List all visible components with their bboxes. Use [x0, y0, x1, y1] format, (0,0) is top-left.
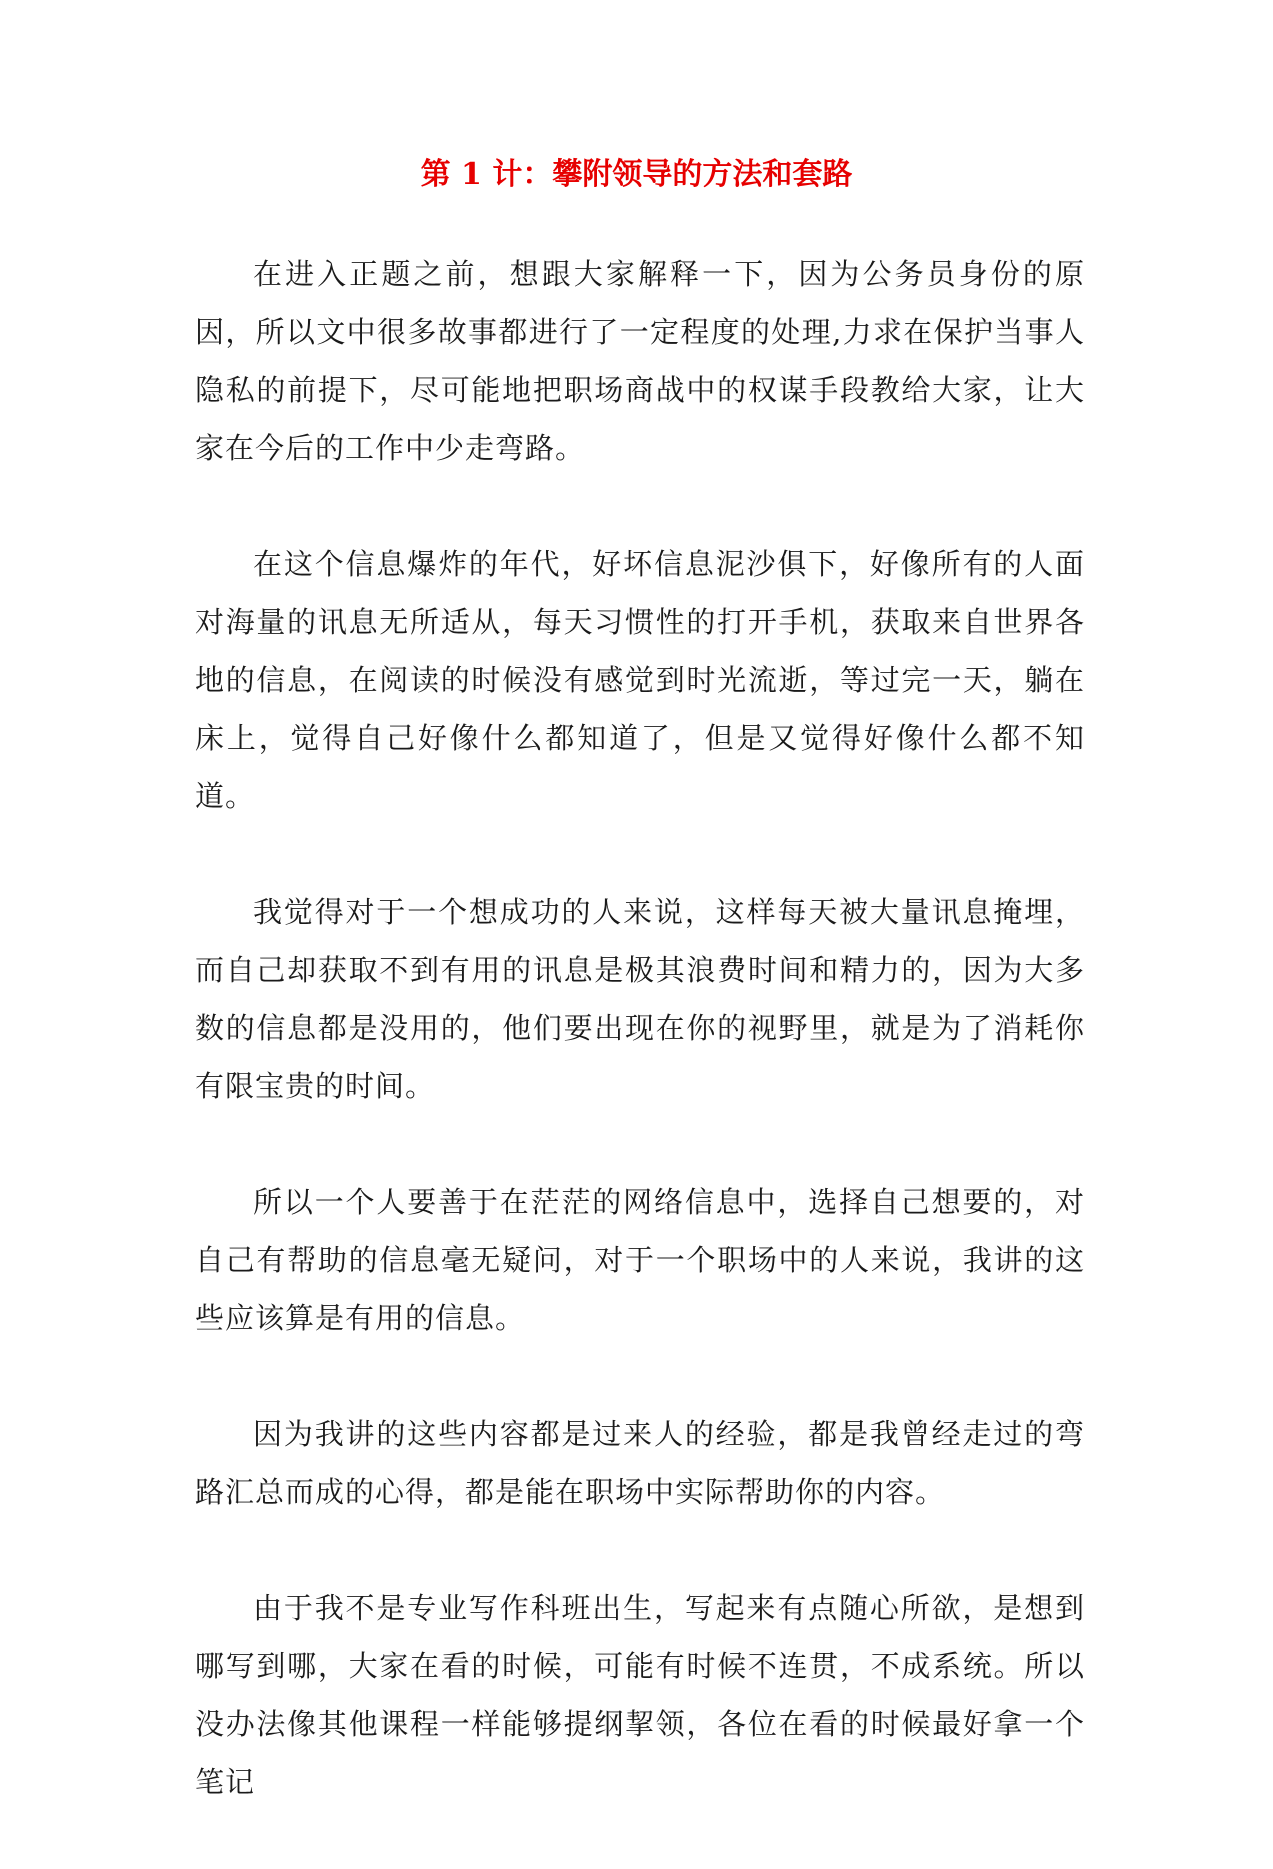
document-body — [195, 245, 1085, 1869]
paragraph: 在进入正题之前，想跟大家解释一下，因为公务员身份的原因，所以文中很多故事都进行了一定程度的处理,力求在保护当事人隐私的前提下，尽可能地把职场商战中的权谋手段教给大家，让大家在今后的工作中少走弯路。 — [195, 257, 1085, 465]
paragraph: 我觉得对于一个想成功的人来说，这样每天被大量讯息掩埋，而自己却获取不到有用的讯息是极其浪费时间和精力的，因为大多数的信息都是没用的，他们要出现在你的视野里，就是为了消耗你有限宝贵的时间。 — [195, 895, 1085, 1103]
paragraph: 由于我不是专业写作科班出生，写起来有点随心所欲，是想到哪写到哪，大家在看的时候，可能有时候不连贯，不成系统。所以没办法像其他课程一样能够提纲挈领，各位在看的时候最好拿一个笔记 — [195, 1591, 1085, 1799]
page-title: 第 1 计：攀附领导的方法和套路 — [420, 157, 853, 192]
paragraph: 在这个信息爆炸的年代，好坏信息泥沙俱下，好像所有的人面对海量的讯息无所适从，每天习惯性的打开手机，获取来自世界各地的信息，在阅读的时候没有感觉到时光流逝，等过完一天，躺在床上，觉得自己好像什么都知道了，但是又觉得好像什么都不知道。 — [195, 547, 1085, 813]
paragraph: 因为我讲的这些内容都是过来人的经验，都是我曾经走过的弯路汇总而成的心得，都是能在职场中实际帮助你的内容。 — [195, 1417, 1085, 1509]
paragraph: 所以一个人要善于在茫茫的网络信息中，选择自己想要的，对自己有帮助的信息毫无疑问，对于一个职场中的人来说，我讲的这些应该算是有用的信息。 — [195, 1185, 1085, 1335]
